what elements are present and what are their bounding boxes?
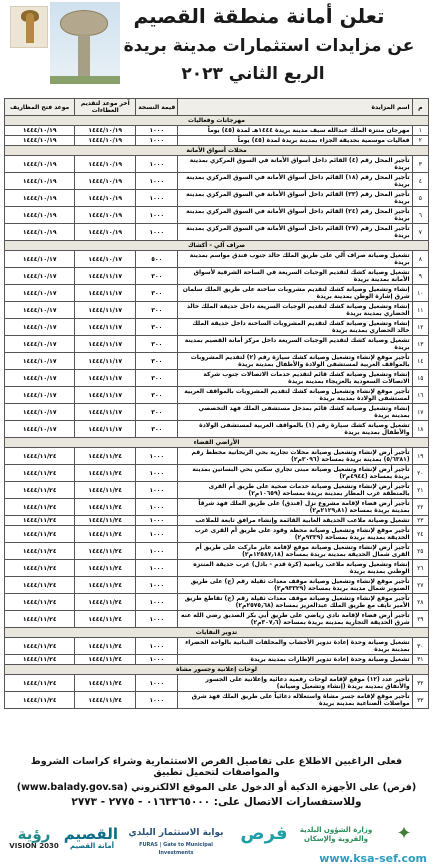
row-last-date: ١٤٤٤/١١/٢٤ — [75, 611, 136, 628]
row-number: ٣ — [412, 156, 428, 173]
row-last-date: ١٤٤٤/١١/٢٤ — [75, 482, 136, 499]
table-row — [5, 370, 429, 387]
table-row — [5, 448, 429, 465]
row-open-date: ١٤٤٤/١٠/١٩ — [5, 156, 75, 173]
table-row — [5, 499, 429, 516]
row-name: تشغيل وصيانة كشك سيارة رقم (١) بالمواقف الغربية لمستشفى الولادة والأطفال بمدينة بريدة — [178, 421, 412, 438]
row-number: ٢٥ — [412, 543, 428, 560]
row-number: ٢٩ — [412, 611, 428, 628]
row-price: ٣٠٠ — [136, 268, 178, 285]
row-open-date: ١٤٤٤/١٠/١٧ — [5, 285, 75, 302]
furas-logo: فرص — [240, 823, 288, 844]
row-price: ١٠٠٠ — [136, 675, 178, 692]
row-price: ١٠٠٠ — [136, 543, 178, 560]
row-open-date: ١٤٤٤/١١/٢٤ — [5, 655, 75, 665]
row-last-date: ١٤٤٤/١١/٢٤ — [75, 655, 136, 665]
row-name: تأجير المحل رقم (٢٧) القائم داخل أسواق الأمانة في السوق المركزي بمدينة بريدة — [178, 224, 412, 241]
row-last-date: ١٤٤٤/١٠/١٩ — [75, 224, 136, 241]
row-number: ٣٣ — [412, 692, 428, 709]
row-last-date: ١٤٤٤/١٠/١٩ — [75, 207, 136, 224]
row-open-date: ١٤٤٤/١٠/١٩ — [5, 126, 75, 136]
page-title: تعلن أمانة منطقة القصيم — [133, 4, 385, 28]
row-open-date: ١٤٤٤/١١/٢٤ — [5, 482, 75, 499]
row-open-date: ١٤٤٤/١١/٢٤ — [5, 526, 75, 543]
row-last-date: ١٤٤٤/١١/٢٤ — [75, 465, 136, 482]
row-last-date: ١٤٤٤/١١/١٧ — [75, 268, 136, 285]
row-number: ٨ — [412, 251, 428, 268]
row-name: تأجير المحل رقم (٣٣) القائم داخل أسواق الأمانة في السوق المركزي بمدينة بريدة — [178, 190, 412, 207]
row-number: ١٦ — [412, 387, 428, 404]
page-subtitle: عن مزايدات استثمارات مدينة بريدة — [123, 36, 415, 56]
row-open-date: ١٤٤٤/١١/٢٤ — [5, 448, 75, 465]
table-row — [5, 638, 429, 655]
row-price: ٣٠٠ — [136, 404, 178, 421]
vision-2030-logo: رؤية VISION 2030 — [9, 825, 59, 850]
header-num: م — [412, 99, 428, 116]
row-last-date: ١٤٤٤/١٠/١٩ — [75, 136, 136, 146]
row-name: تأجير أرض فضاء لإقامة نادي رياضي على طريق أبي بكر الصديق رضي الله عنه شرق الحديقة التجارية بمدينة بريدة بمساحة (٣٠٧٫٦م٢) — [178, 611, 412, 628]
footer-line-2: (فرص) على الأجهزة الذكية أو الدخول على الموقع الالكتروني (www.balady.gov.sa) — [16, 782, 417, 793]
row-name: تأجير موقع لإنشاء وتشغيل وصيانة موقف معدات ثقيلة رقم (ج) على طريق الصنوبر شمال مدينة بريدة بمساحة (٩٣٣٢٩م٢) — [178, 577, 412, 594]
section-row — [5, 116, 429, 126]
row-open-date: ١٤٤٤/١٠/١٩ — [5, 190, 75, 207]
row-number: ١١ — [412, 302, 428, 319]
row-price: ١٠٠٠ — [136, 560, 178, 577]
row-price: ٥٠٠ — [136, 251, 178, 268]
row-last-date: ١٤٤٤/١١/٢٤ — [75, 594, 136, 611]
row-price: ١٠٠٠ — [136, 224, 178, 241]
table-row — [5, 543, 429, 560]
row-open-date: ١٤٤٤/١١/٢٤ — [5, 560, 75, 577]
row-number: ١٩ — [412, 448, 428, 465]
row-number: ٢٨ — [412, 594, 428, 611]
section-label: الأراضي الفضاء — [5, 438, 429, 448]
row-price: ١٠٠٠ — [136, 190, 178, 207]
row-name: تأجير المحل رقم (٢٤) القائم داخل أسواق الأمانة في السوق المركزي بمدينة بريدة — [178, 207, 412, 224]
table-row — [5, 577, 429, 594]
row-number: ١٣ — [412, 336, 428, 353]
section-label: لوحات إعلانية وجسور مشاة — [5, 665, 429, 675]
row-open-date: ١٤٤٤/١٠/١٧ — [5, 421, 75, 438]
row-number: ٢٤ — [412, 526, 428, 543]
row-name: تأجير موقع لإنشاء وتشغيل وصيانة موقف معدات ثقيلة رقم (ج) تقاطع طريق الأمير نايف مع طريق الملك عبدالعزيز بمساحة (٢٥٧٥٫٦٨م٢) — [178, 594, 412, 611]
row-price: ١٠٠٠ — [136, 448, 178, 465]
section-row — [5, 665, 429, 675]
row-number: ٢٦ — [412, 560, 428, 577]
row-name: تأجير أرض لإنشاء وتشغيل وصيانة خدمات صحية على طريق أم القرى بالمنطقة غرب المطار بمدينة بريدة بمساحة (١٠٦٥٩م٢) — [178, 482, 412, 499]
row-last-date: ١٤٤٤/١١/٢٤ — [75, 692, 136, 709]
table-row — [5, 302, 429, 319]
row-open-date: ١٤٤٤/١١/٢٤ — [5, 638, 75, 655]
row-last-date: ١٤٤٤/١١/٢٤ — [75, 448, 136, 465]
row-open-date: ١٤٤٤/١١/٢٤ — [5, 577, 75, 594]
row-price: ١٠٠٠ — [136, 611, 178, 628]
row-open-date: ١٤٤٤/١٠/١٩ — [5, 173, 75, 190]
row-number: ٣٢ — [412, 675, 428, 692]
row-price: ١٠٠٠ — [136, 577, 178, 594]
row-last-date: ١٤٤٤/١١/١٧ — [75, 387, 136, 404]
row-price: ٣٠٠ — [136, 421, 178, 438]
row-name: فعاليات موسمية بحديقة الجزاء بمدينة بريدة لمدة (٤٥) يوماً — [178, 136, 412, 146]
row-open-date: ١٤٤٤/١٠/١٧ — [5, 353, 75, 370]
row-name: تشغيل وصيانة وحدة إعادة تدوير الإطارات بمدينة بريدة — [178, 655, 412, 665]
row-last-date: ١٤٤٤/١١/٢٤ — [75, 526, 136, 543]
row-open-date: ١٤٤٤/١٠/١٧ — [5, 319, 75, 336]
table-row — [5, 692, 429, 709]
row-last-date: ١٤٤٤/١٠/١٩ — [75, 173, 136, 190]
table-row — [5, 482, 429, 499]
row-name: تشغيل وصيانة وحدة إعادة تدوير الأخشاب والمخلفات النباتية بالواحة الخضراء بمدينة بريدة — [178, 638, 412, 655]
watermark[interactable]: www.ksa-sef.com — [319, 852, 427, 865]
table-row — [5, 285, 429, 302]
row-price: ١٠٠٠ — [136, 655, 178, 665]
footer-notice — [4, 750, 429, 816]
row-name: إنشاء وتشغيل وصيانة كشك قائم لتقديم خدمات الاتصالات جنوب شركة الاتصالات السعودية بالعريجاء بمدينة بريدة — [178, 370, 412, 387]
row-open-date: ١٤٤٤/١٠/١٧ — [5, 404, 75, 421]
row-last-date: ١٤٤٤/١١/٢٤ — [75, 675, 136, 692]
table-row — [5, 319, 429, 336]
row-open-date: ١٤٤٤/١٠/١٧ — [5, 302, 75, 319]
header-name: اسم المزايدة — [178, 99, 412, 116]
row-name: تأجير موقع لإنشاء وتشغيل وصيانة كشك لتقديم المشروبات بالمواقف الغربية لمستشفى الولادة بمدينة بريدة — [178, 387, 412, 404]
row-number: ١٤ — [412, 353, 428, 370]
table-row — [5, 526, 429, 543]
row-number: ١٨ — [412, 421, 428, 438]
header-last-date: آخر موعد لتقديم العطاءات — [75, 99, 136, 116]
section-row — [5, 146, 429, 156]
row-last-date: ١٤٤٤/١٠/١٩ — [75, 156, 136, 173]
section-label: مهرجانات وفعاليات — [5, 116, 429, 126]
footer-line-1: فعلى الراغبين الاطلاع على تفاصيل الفرص الاستثمارية وشراء كراسات الشروط والمواصفات لتحميل تطبيق — [30, 756, 403, 778]
row-number: ١٧ — [412, 404, 428, 421]
row-number: ٢ — [412, 136, 428, 146]
row-name: تأجير موقع لإنشاء وتشغيل وصيانة كشك سيارة رقم (٢) لتقديم المشروبات بالمواقف الغربية لمستشفى الولادة والأطفال بمدينة بريدة — [178, 353, 412, 370]
row-name: تأجير أرض لإنشاء وتشغيل وصيانة مبنى تجاري سكني بحي البساتين بمدينة بريدة بمساحة (٤٩٤٤م٢) — [178, 465, 412, 482]
row-name: تشغيل وصيانة صراف آلي على طريق الملك خالد جنوب فندق مواسم بمدينة بريدة — [178, 251, 412, 268]
row-last-date: ١٤٤٤/١١/١٧ — [75, 370, 136, 387]
row-name: تأجير موقع لإقامة جسر مشاة واستغلاله دعائياً على طريق الملك فهد شرق مواصلات الصناعية بمدينة بريدة — [178, 692, 412, 709]
table-row — [5, 251, 429, 268]
row-name: إنشاء وتشغيل وصيانة كشك لتقديم المشروبات الساخنة داخل حديقة الملك خالد الحضاري بمدينة بريدة — [178, 319, 412, 336]
row-price: ١٠٠٠ — [136, 526, 178, 543]
section-row — [5, 438, 429, 448]
row-last-date: ١٤٤٤/١١/١٧ — [75, 285, 136, 302]
ministry-logo: وزارة الشؤون البلدية والقروية والإسكان — [299, 826, 373, 843]
table-row — [5, 465, 429, 482]
table-row — [5, 207, 429, 224]
logos-bar — [0, 818, 433, 868]
row-number: ٧ — [412, 224, 428, 241]
row-open-date: ١٤٤٤/١٠/١٧ — [5, 336, 75, 353]
table-row — [5, 387, 429, 404]
header-open-date: موعد فتح المظاريف — [5, 99, 75, 116]
section-label: تدوير النفايات — [5, 628, 429, 638]
row-open-date: ١٤٤٤/١١/٢٤ — [5, 465, 75, 482]
row-number: ١٢ — [412, 319, 428, 336]
table-row — [5, 336, 429, 353]
table-row — [5, 516, 429, 526]
row-open-date: ١٤٤٤/١٠/١٧ — [5, 370, 75, 387]
row-last-date: ١٤٤٤/١٠/١٩ — [75, 190, 136, 207]
row-open-date: ١٤٤٤/١١/٢٤ — [5, 543, 75, 560]
table-row — [5, 190, 429, 207]
row-open-date: ١٤٤٤/١٠/١٧ — [5, 251, 75, 268]
row-open-date: ١٤٤٤/١١/٢٤ — [5, 675, 75, 692]
row-price: ٣٠٠ — [136, 285, 178, 302]
row-number: ٢٢ — [412, 499, 428, 516]
section-row — [5, 628, 429, 638]
row-price: ٣٠٠ — [136, 370, 178, 387]
table-row — [5, 353, 429, 370]
row-open-date: ١٤٤٤/١٠/١٧ — [5, 268, 75, 285]
table-row — [5, 560, 429, 577]
row-name: تشغيل وصيانة كشك لتقديم الوجبات السريعة في الساحة الشرقية لأسواق الأمانة بمدينة بريدة — [178, 268, 412, 285]
row-name: تشغيل وصيانة ملاعب الحديقة الغابية القائمة وإنشاء مرافق تابعة للملاعب — [178, 516, 412, 526]
qassim-municipality-logo: القصيم أمانة القصيم — [63, 825, 118, 850]
row-number: ٢٠ — [412, 465, 428, 482]
row-number: ٢٧ — [412, 577, 428, 594]
row-name: تأجير المحل رقم (٤) القائم داخل أسواق الأمانة في السوق المركزي بمدينة بريدة — [178, 156, 412, 173]
tower-icon — [26, 13, 34, 43]
row-name: تأجير أرض لإنشاء وتشغيل وصيانة موقع لإقامة عاير ماركت على طريق أم القرى شمال الحديقة بمدينة بريدة بمساحة (١٢٥٨٧٫١٨م٢) — [178, 543, 412, 560]
row-number: ٣٠ — [412, 638, 428, 655]
row-name: إنشاء وتشغيل وصيانة كشك لتقديم الوجبات السريعة داخل حديقة الملك خالد الحضاري بمدينة بريدة — [178, 302, 412, 319]
row-name: إنشاء وتشغيل وصيانة كشك لتقديم مشروبات ساخنة على طريق الملك سلمان شرق إشارة الوطن بمدينة بريدة — [178, 285, 412, 302]
table-row — [5, 404, 429, 421]
row-price: ١٠٠٠ — [136, 126, 178, 136]
section-label: محلات أسواق الأمانة — [5, 146, 429, 156]
row-last-date: ١٤٤٤/١١/١٧ — [75, 404, 136, 421]
footer-line-3: وللاستفسارات الاتصال على: ٠١٦٣٣٦٥٠٠٠ - ٢٧٧٥ - ٢٧٧٣ — [71, 796, 362, 808]
row-name: تأجير المحل رقم (١٨) القائم داخل أسواق الأمانة في السوق المركزي بمدينة بريدة — [178, 173, 412, 190]
table-row — [5, 136, 429, 146]
row-open-date: ١٤٤٤/١٠/١٧ — [5, 387, 75, 404]
row-price: ١٠٠٠ — [136, 638, 178, 655]
row-last-date: ١٤٤٤/١١/٢٤ — [75, 577, 136, 594]
row-price: ١٠٠٠ — [136, 173, 178, 190]
row-name: تأجير أرض لإنشاء وتشغيل وصيانة محلات تجارية بحي الريحانية مخطط رقم (٥/٦٣٨١) بمدينة بريدة بمساحة (٣٠٩٦م٢) — [178, 448, 412, 465]
row-number: ٦ — [412, 207, 428, 224]
row-price: ١٠٠٠ — [136, 465, 178, 482]
row-last-date: ١٤٤٤/١١/٢٤ — [75, 638, 136, 655]
row-last-date: ١٤٤٤/١٠/١٧ — [75, 251, 136, 268]
row-last-date: ١٤٤٤/١١/١٧ — [75, 421, 136, 438]
row-number: ٥ — [412, 190, 428, 207]
row-last-date: ١٤٤٤/١١/١٧ — [75, 353, 136, 370]
row-last-date: ١٤٤٤/١١/٢٤ — [75, 543, 136, 560]
row-price: ٣٠٠ — [136, 302, 178, 319]
row-price: ٣٠٠ — [136, 353, 178, 370]
section-row — [5, 241, 429, 251]
row-price: ٣٠٠ — [136, 387, 178, 404]
auctions-table-wrap — [4, 98, 429, 709]
row-number: ٤ — [412, 173, 428, 190]
row-last-date: ١٤٤٤/١١/١٧ — [75, 336, 136, 353]
row-price: ١٠٠٠ — [136, 594, 178, 611]
table-body — [5, 116, 429, 709]
saudi-emblem-icon: ✦ — [396, 823, 412, 844]
table-row — [5, 268, 429, 285]
row-last-date: ١٤٤٤/١٠/١٩ — [75, 126, 136, 136]
table-row — [5, 224, 429, 241]
section-label: صراف آلي - أكشاك — [5, 241, 429, 251]
row-price: ١٠٠٠ — [136, 692, 178, 709]
row-open-date: ١٤٤٤/١٠/١٩ — [5, 207, 75, 224]
row-open-date: ١٤٤٤/١١/٢٤ — [5, 499, 75, 516]
table-row — [5, 421, 429, 438]
row-number: ١٠ — [412, 285, 428, 302]
row-price: ٣٠٠ — [136, 336, 178, 353]
row-name: تأجير عدد (١٢) موقع لإقامة لوحات رقمية دعائية وإعلانية على الجسور والأنفاق بمدينة بريدة (إنشاء وتشغيل وصيانة) — [178, 675, 412, 692]
table-row — [5, 611, 429, 628]
row-open-date: ١٤٤٤/١١/٢٤ — [5, 516, 75, 526]
table-row — [5, 655, 429, 665]
row-name: تأجير أرض فضاء لإقامة مشروع نزل (فندق) على طريق الملك فهد شرقاً بمدينة بريدة بمساحة (٢١٢٩٫٨١م٢) — [178, 499, 412, 516]
row-open-date: ١٤٤٤/١٠/١٩ — [5, 224, 75, 241]
row-number: ٢٣ — [412, 516, 428, 526]
row-open-date: ١٤٤٤/١٠/١٩ — [5, 136, 75, 146]
table-header-row — [5, 99, 429, 116]
row-name: مهرجان منتزه الملك عبدالله سيف مدينة بريدة ١٤٤٤هـ لمدة (٤٥) يوماً — [178, 126, 412, 136]
row-name: تشغيل وصيانة كشك لتقديم الوجبات السريعة داخل مركز أمانة القصيم بمدينة بريدة — [178, 336, 412, 353]
row-name: إنشاء وتشغيل وصيانة كشك قائم بمدخل مستشفى الملك فهد التخصصي بمدينة بريدة — [178, 404, 412, 421]
row-last-date: ١٤٤٤/١١/٢٤ — [75, 516, 136, 526]
row-name: تأجير موقع لإنشاء وتشغيل وصيانة محطة وقود على طريق أم القرى غرب الحديقة بمدينة بريدة بمساحة (٩٣٣٩م٢) — [178, 526, 412, 543]
header-price: قيمة النسخة — [136, 99, 178, 116]
row-last-date: ١٤٤٤/١١/٢٤ — [75, 560, 136, 577]
row-last-date: ١٤٤٤/١١/١٧ — [75, 319, 136, 336]
table-row — [5, 675, 429, 692]
row-number: ٩ — [412, 268, 428, 285]
row-number: ١ — [412, 126, 428, 136]
investment-portal-logo: بوابة الاستثمار البلدي FURAS | Gate to Municipal Investments — [128, 828, 224, 856]
table-row — [5, 594, 429, 611]
row-number: ١٥ — [412, 370, 428, 387]
row-open-date: ١٤٤٤/١١/٢٤ — [5, 611, 75, 628]
row-price: ١٠٠٠ — [136, 207, 178, 224]
table-row — [5, 173, 429, 190]
row-price: ١٠٠٠ — [136, 136, 178, 146]
row-last-date: ١٤٤٤/١١/٢٤ — [75, 499, 136, 516]
row-number: ٣١ — [412, 655, 428, 665]
row-price: ١٠٠٠ — [136, 482, 178, 499]
row-price: ٣٠٠ — [136, 319, 178, 336]
quarter-title: الربع الثاني ٢٠٢٣ — [181, 64, 325, 84]
row-name: إنشاء وتشغيل وصيانة ملاعب رياضية (كرة قدم - بادل) غرب حديقة المنتزه الوطني بمدينة بريدة — [178, 560, 412, 577]
row-open-date: ١٤٤٤/١١/٢٤ — [5, 594, 75, 611]
table-row — [5, 156, 429, 173]
qassim-logo — [10, 6, 48, 48]
table-row — [5, 126, 429, 136]
row-price: ١٠٠٠ — [136, 156, 178, 173]
row-price: ١٠٠٠ — [136, 516, 178, 526]
row-number: ٢١ — [412, 482, 428, 499]
header — [0, 0, 433, 96]
auctions-table — [4, 98, 429, 709]
row-open-date: ١٤٤٤/١١/٢٤ — [5, 692, 75, 709]
row-last-date: ١٤٤٤/١١/١٧ — [75, 302, 136, 319]
row-price: ١٠٠٠ — [136, 499, 178, 516]
